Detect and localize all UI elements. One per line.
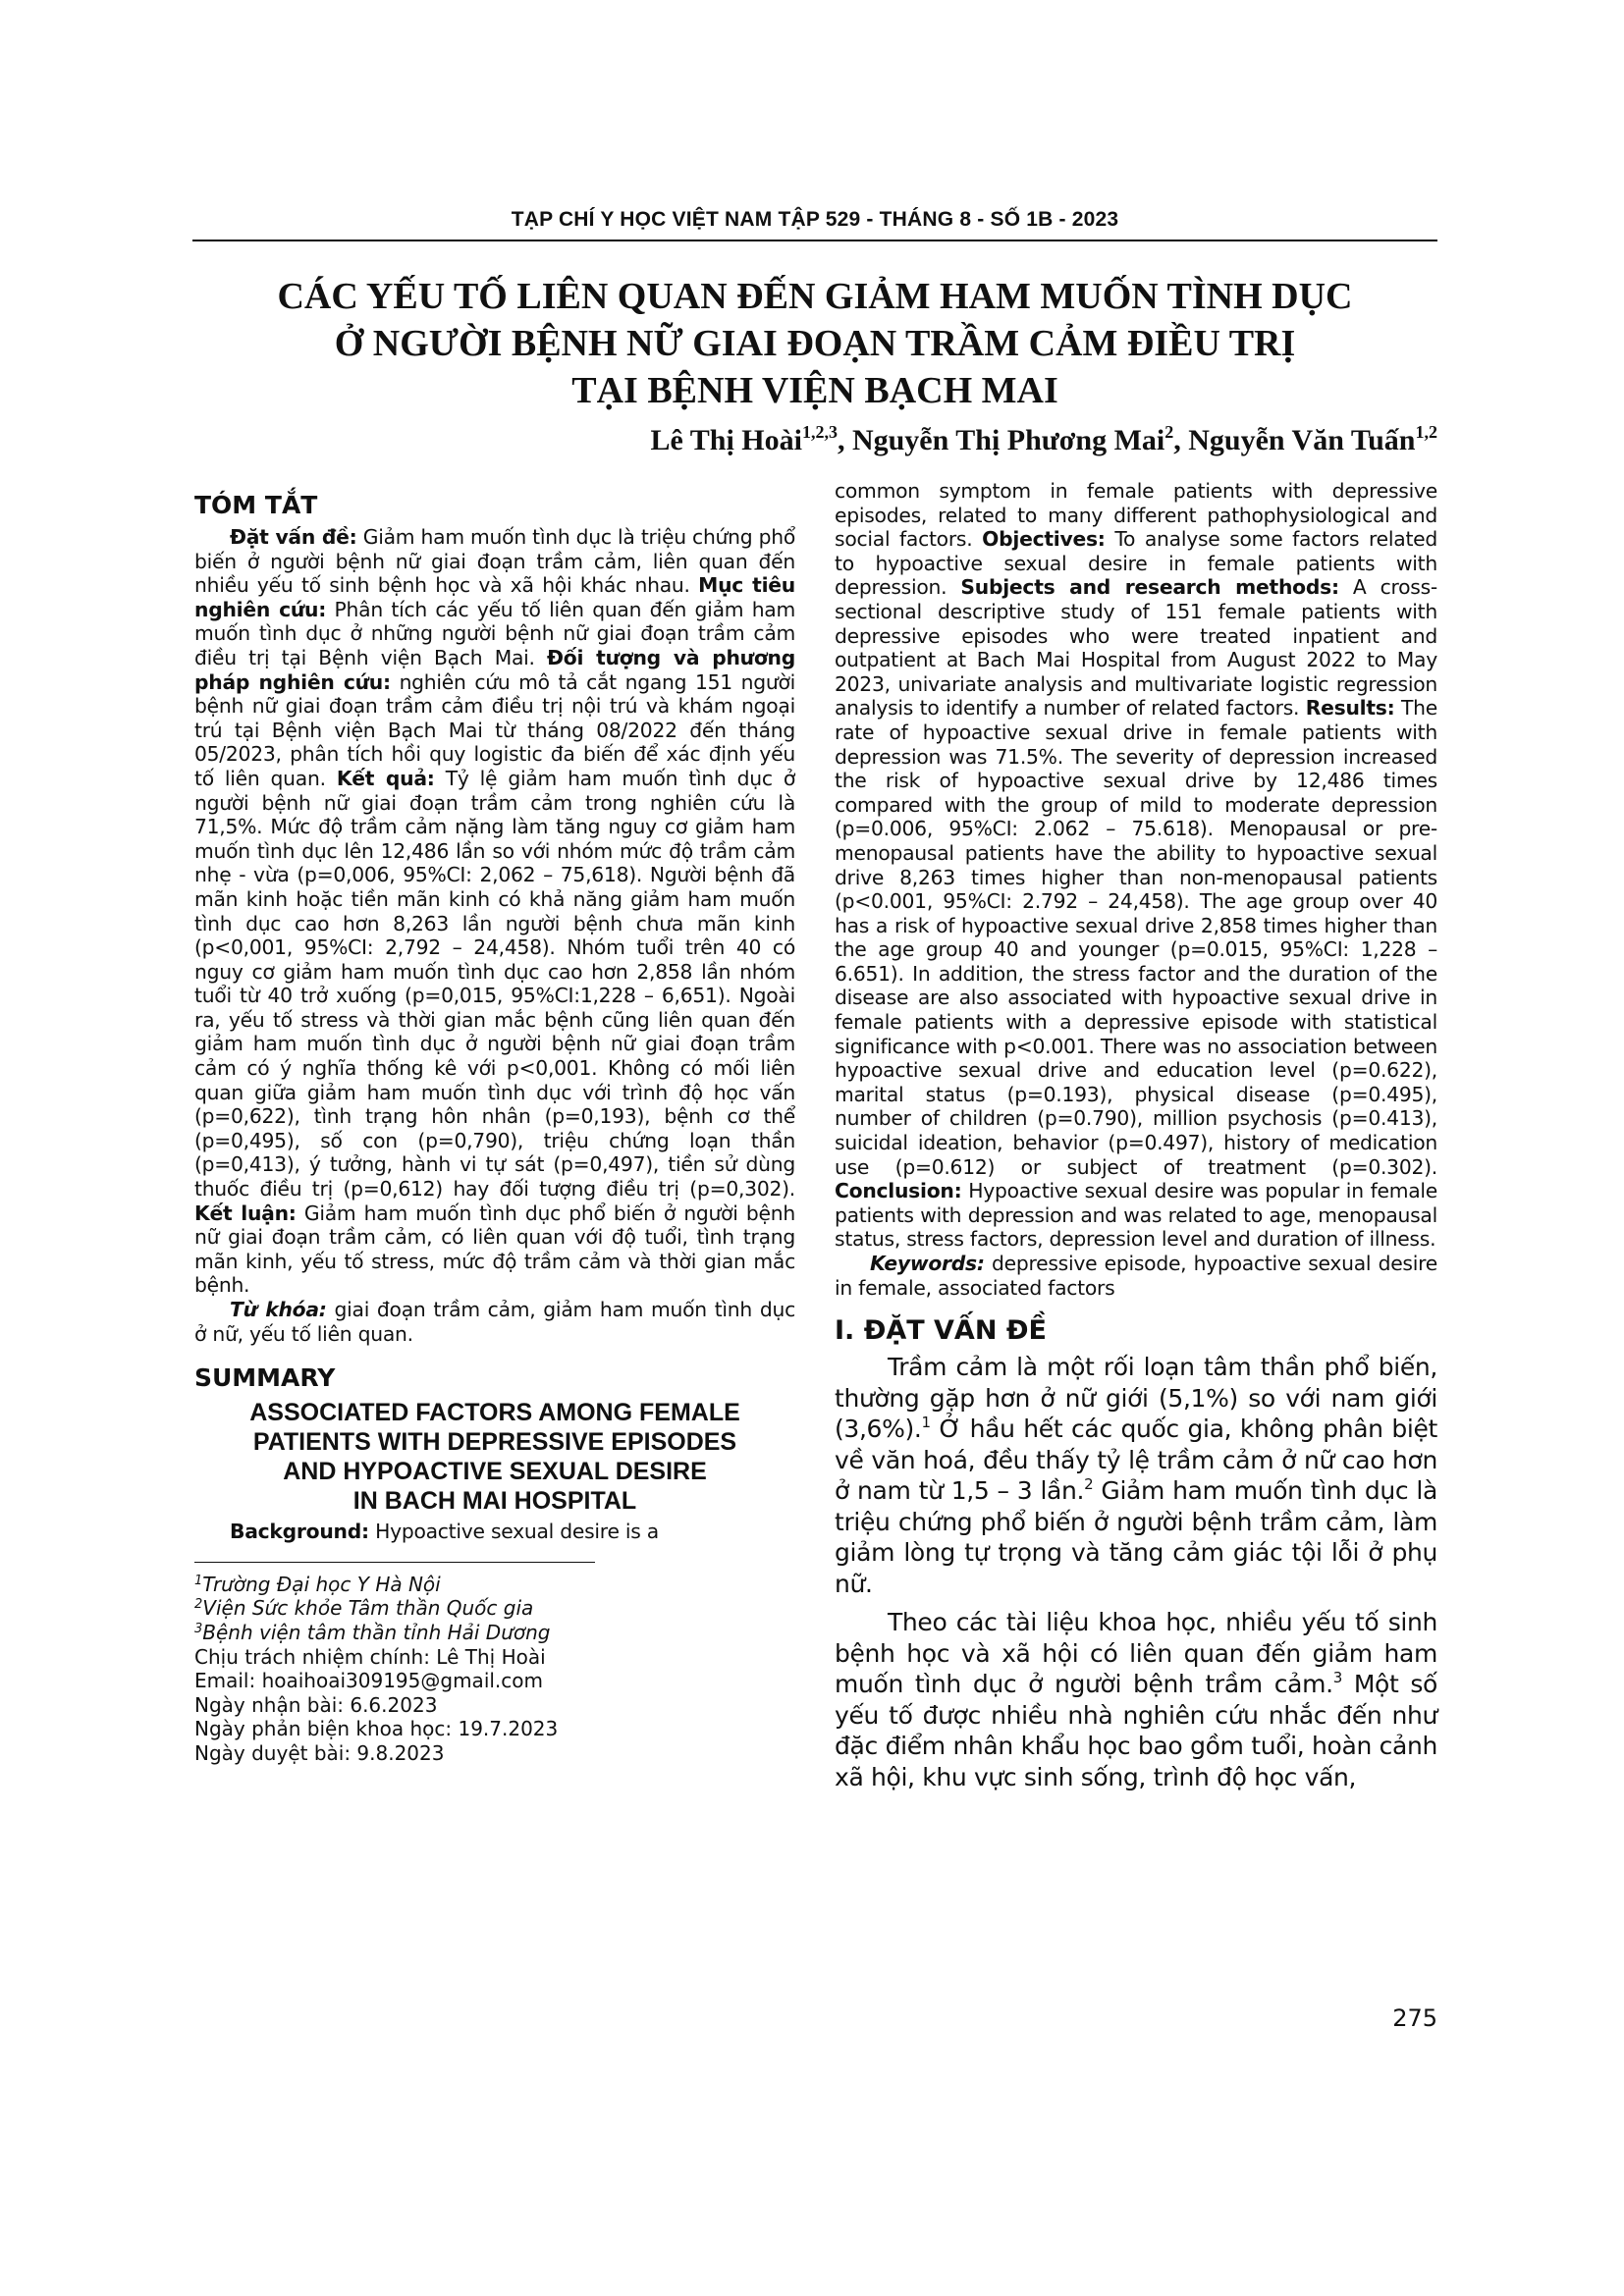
background-label: Background:	[230, 1520, 369, 1544]
abstract-label: Mục tiêu nghiên cứu:	[194, 573, 796, 621]
corresponding-author: Chịu trách nhiệm chính: Lê Thị Hoài	[194, 1644, 546, 1669]
abstract-label: Đối tượng và phương pháp nghiên cứu:	[194, 645, 795, 694]
background-text: Hypoactive sexual desire is a	[368, 1520, 659, 1544]
abstract-vi-paragraph	[194, 525, 795, 1298]
methods-text: A cross-sectional descriptive study of 151 female patients with depressive episodes who were treated inpatient and outpatient at Bach Mai Hospital from August 2022 to May 2023, univariate analysis and multivariate logistic regression analysis to identify a number of related factors.	[835, 575, 1437, 721]
affiliation-marker: 1,2,3	[801, 422, 838, 442]
author-separator: ,	[837, 424, 852, 456]
abstract-vi-heading: TÓM TẮT	[194, 491, 318, 519]
keywords-en	[835, 1252, 1437, 1300]
article-title	[196, 273, 1434, 414]
conclusion-label: Conclusion:	[835, 1179, 962, 1203]
left-column	[194, 479, 795, 1766]
section-heading: I. ĐẶT VẤN ĐỀ	[835, 1315, 1047, 1347]
summary-paragraph	[835, 479, 1437, 1252]
author-separator: ,	[1173, 424, 1189, 456]
email: Email: hoaihoai309195@gmail.com	[194, 1669, 543, 1693]
background-text: common symptom in female patients with depressive episodes, related to many different pathophysiological and social factors.	[835, 479, 1437, 552]
received-date: Ngày nhận bài: 6.6.2023	[194, 1692, 438, 1717]
abstract-text: Giảm ham muốn tình dục phổ biến ở người bệnh nữ giai đoạn trầm cảm, có liên quan với độ tuổi, tình trạng mãn kinh, yếu tố stress, mức độ trầm cảm và thời gian mắc bệnh.	[194, 1201, 795, 1298]
summary-title-line: PATIENTS WITH DEPRESSIVE EPISODES	[252, 1428, 737, 1457]
reviewed-date: Ngày phản biện khoa học: 19.7.2023	[194, 1717, 559, 1741]
abstract-text: nghiên cứu mô tả cắt ngang 151 người bệnh nữ giai đoạn trầm cảm điều trị nội trú và khám ngoại trú tại Bệnh viện Bạch Mai từ tháng 08/2022 đến tháng 05/2023, phân tích hồi quy logistic đa biến để xác định yếu tố liên quan.	[194, 669, 795, 790]
conclusion-text: Hypoactive sexual desire was popular in female patients with depression and was related to age, menopausal status, stress factors, depression level and duration of illness.	[835, 1179, 1437, 1252]
abstract-text: Giảm ham muốn tình dục là triệu chứng phổ biến ở người bệnh nữ giai đoạn trầm cảm, liên quan đến nhiều yếu tố sinh bệnh học và xã hội khác nhau.	[194, 525, 795, 598]
keywords-label: Keywords:	[870, 1252, 985, 1275]
author-list	[650, 424, 1437, 457]
right-column	[835, 479, 1437, 1792]
affiliation-footnote: $^1$Trường Đại học Y Hà Nội	[194, 1572, 441, 1596]
citation-marker: 1	[921, 1414, 931, 1432]
body-paragraph: Trầm cảm là một rối loạn tâm thần phổ biến, thường gặp hơn ở nữ giới (5,1%) so với nam giới (3,6%).$^1$ Ở hầu hết các quốc gia, không phân biệt về văn hoá, đều thấy tỷ lệ trầm cảm ở nữ cao hơn ở nam từ 1,5 – 3 lần.$^2$ Giảm ham muốn tình dục là triệu chứng phổ biến ở người bệnh trầm cảm, làm giảm lòng tự trọng và tăng cảm giác tội lỗi ở phụ nữ.	[835, 1353, 1437, 1598]
summary-background	[194, 1520, 795, 1544]
keywords-text: giai đoạn trầm cảm, giảm ham muốn tình dục ở nữ, yếu tố liên quan.	[194, 1298, 795, 1346]
summary-title-line: AND HYPOACTIVE SEXUAL DESIRE	[283, 1458, 707, 1486]
affiliation-footnote: $^2$Viện Sức khỏe Tâm thần Quốc gia	[194, 1596, 534, 1621]
affiliation-marker: 2	[1164, 422, 1174, 442]
author-name: Nguyễn Văn Tuấn	[1188, 424, 1416, 456]
affiliation-marker: 1,2	[1415, 422, 1437, 442]
footnotes	[194, 1573, 795, 1766]
summary-title	[194, 1398, 795, 1516]
keywords-label: Từ khóa:	[230, 1298, 327, 1321]
summary-title-line: ASSOCIATED FACTORS AMONG FEMALE	[249, 1399, 740, 1427]
objectives-text: To analyse some factors related to hypoactive sexual desire in female patients with depression.	[835, 527, 1437, 600]
accepted-date: Ngày duyệt bài: 9.8.2023	[194, 1740, 445, 1765]
citation-marker: 3	[1332, 1669, 1342, 1687]
abstract-text: Tỷ lệ giảm ham muốn tình dục ở người bệnh nữ giai đoạn trầm cảm trong nghiên cứu là 71,5%. Mức độ trầm cảm nặng làm tăng nguy cơ giảm ham muốn tình dục lên 12,486 lần so với nhóm mức độ trầm cảm nhẹ - vừa (p=0,006, 95%CI: 2,062 – 75,618). Người bệnh đã mãn kinh hoặc tiền mãn kinh có khả năng giảm ham muốn tình dục cao hơn 8,263 lần người bệnh chưa mãn kinh (p<0,001, 95%CI: 2,792 – 24,458). Nhóm tuổi trên 40 có nguy cơ giảm ham muốn tình dục cao hơn 2,858 lần nhóm tuổi từ 40 trở xuống (p=0,015, 95%CI:1,228 – 6,651). Ngoài ra, yếu tố stress và thời gian mắc bệnh cũng liên quan đến giảm ham muốn tình dục ở người bệnh nữ giai đoạn trầm cảm có ý nghĩa thống kê với p<0,001. Không có mối liên quan giữa giảm ham muốn tình dục với trình độ học vấn (p=0,622), tình trạng hôn nhân (p=0,193), bệnh cơ thể (p=0,495), số con (p=0,790), triệu chứng loạn thần (p=0,413), ý tưởng, hành vi tự sát (p=0,497), tiền sử dùng thuốc điều trị (p=0,612) hay đối tượng điều trị (p=0,302).	[194, 766, 796, 1201]
header-rule	[192, 240, 1437, 241]
methods-label: Subjects and research methods:	[960, 575, 1339, 600]
title-line-2: Ở NGƯỜI BỆNH NỮ GIAI ĐOẠN TRẦM CẢM ĐIỀU TRỊ	[334, 323, 1296, 364]
page-number: 275	[1392, 2004, 1437, 2032]
abstract-label: Đặt vấn đề:	[230, 525, 357, 549]
objectives-label: Objectives:	[982, 527, 1106, 552]
author-name: Nguyễn Thị Phương Mai	[851, 424, 1165, 456]
abstract-label: Kết quả:	[336, 766, 435, 790]
citation-marker: 2	[1084, 1475, 1094, 1494]
summary-title-line: IN BACH MAI HOSPITAL	[352, 1487, 637, 1516]
footnote-rule	[194, 1562, 595, 1563]
journal-header: TẠP CHÍ Y HỌC VIỆT NAM TẬP 529 - THÁNG 8 - SỐ 1B - 2023	[511, 208, 1119, 231]
affiliation-footnote: $^3$Bệnh viện tâm thần tỉnh Hải Dương	[194, 1620, 551, 1644]
abstract-text: Phân tích các yếu tố liên quan đến giảm ham muốn tình dục ở những người bệnh nữ giai đoạn trầm cảm điều trị tại Bệnh viện Bạch Mai.	[194, 597, 795, 669]
author-name: Lê Thị Hoài	[650, 424, 802, 456]
title-line-1: CÁC YẾU TỐ LIÊN QUAN ĐẾN GIẢM HAM MUỐN TÌNH DỤC	[277, 276, 1353, 317]
body-paragraph: Theo các tài liệu khoa học, nhiều yếu tố sinh bệnh học và xã hội có liên quan đến giảm ham muốn tình dục ở người bệnh trầm cảm.$^3$ Một số yếu tố được nhiều nhà nghiên cứu nhắc đến như đặc điểm nhân khẩu học bao gồm tuổi, hoàn cảnh xã hội, khu vực sinh sống, trình độ học vấn,	[835, 1608, 1437, 1791]
results-label: Results:	[1305, 696, 1395, 721]
keywords-text: depressive episode, hypoactive sexual desire in female, associated factors	[835, 1252, 1437, 1300]
abstract-label: Kết luận:	[194, 1201, 297, 1225]
keywords-vi	[194, 1298, 795, 1346]
title-line-3: TẠI BỆNH VIỆN BẠCH MAI	[571, 370, 1058, 411]
summary-heading: SUMMARY	[194, 1363, 336, 1393]
results-text: The rate of hypoactive sexual drive in female patients with depression was 71.5%. The severity of depression increased the risk of hypoactive sexual drive by 12,486 times compared with the group of mild to moderate depression (p=0.006, 95%CI: 2.062 – 75.618). Menopausal or pre-menopausal patients have the ability to hypoactive sexual drive 8,263 times higher than non-menopausal patients (p<0.001, 95%CI: 2.792 – 24,458). The age group over 40 has a risk of hypoactive sexual drive 2,858 times higher than the age group 40 and younger (p=0.015, 95%CI: 1,228 – 6.651). In addition, the stress factor and the duration of the disease are also associated with hypoactive sexual drive in female patients with a depressive episode with statistical significance with p<0.001. There was no association between hypoactive sexual drive and education level (p=0.622), marital status (p=0.193), physical disease (p=0.495), number of children (p=0.790), million psychosis (p=0.413), suicidal ideation, behavior (p=0.497), history of medication use (p=0.612) or subject of treatment (p=0.302).	[835, 696, 1438, 1179]
